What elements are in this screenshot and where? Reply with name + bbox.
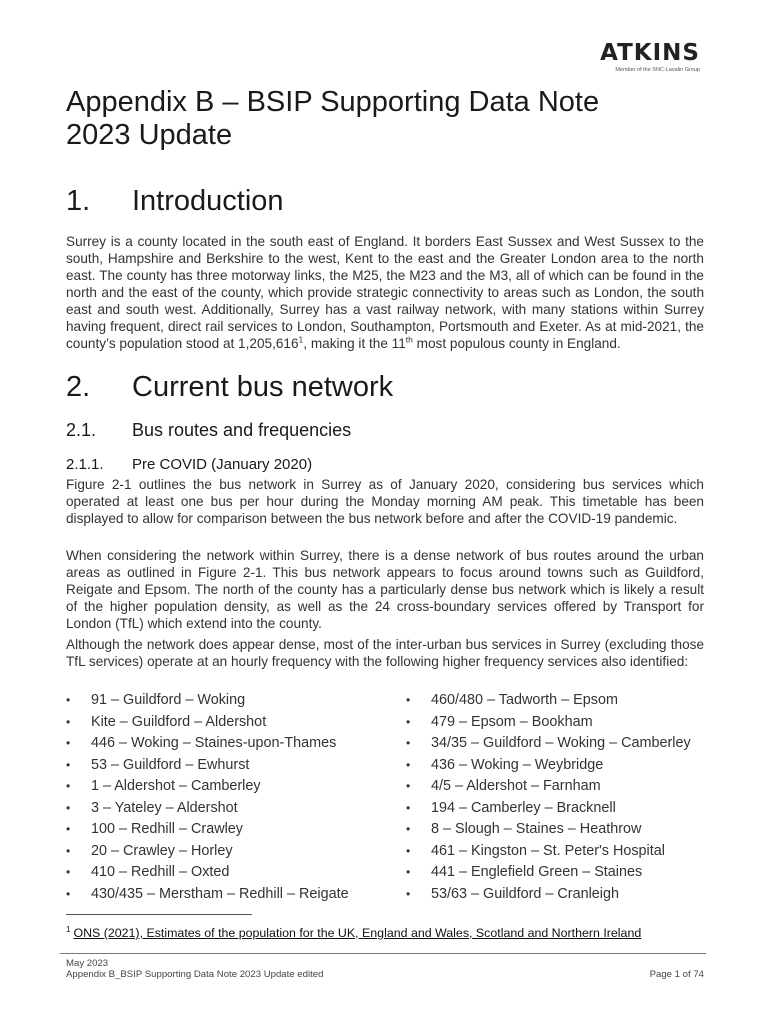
bullet-icon: • — [406, 693, 411, 707]
bullet-icon: • — [406, 800, 411, 815]
list-item: • 8 – Slough – Staines – Heathrow — [406, 819, 691, 841]
title-line-2: 2023 Update — [66, 119, 233, 151]
subsection-2-1-1-heading — [66, 456, 312, 474]
document-title — [66, 86, 706, 152]
list-item: • 479 – Epsom – Bookham — [406, 712, 691, 734]
list-item: • 91 – Guildford – Woking — [66, 690, 349, 712]
section-2-heading — [66, 370, 393, 404]
footnote — [66, 925, 641, 940]
list-item: • 53 – Guildford – Ewhurst — [66, 755, 349, 777]
bullet-icon: • — [406, 843, 411, 858]
list-item: • 4/5 – Aldershot – Farnham — [406, 776, 691, 798]
bullet-icon: • — [406, 822, 411, 836]
bullet-icon: • — [66, 736, 71, 750]
intro-paragraph: Surrey is a county located in the south east of England. It borders East Sussex and West Sussex to the south, Hampshire and Berkshire to the west, Kent to the east and the Greater London area to the north east. The county has three motorway links, the M25, the M23 and the M3, all of which can be found in the north and the east of the county, which provide strategic connectivity to areas such as London, the south east and south west. Additionally, Surrey has a vast railway network, with many stations within Surrey having frequent, direct rail services to London, Southampton, Portsmouth and Exeter. As at mid-2021, the county’s population stood at 1,205,616$^1$, making it the 11th most populous county in England. — [66, 234, 704, 351]
logo-tagline: Member of the SNC-Lavalin Group — [615, 67, 700, 73]
footnote-reference: 1 — [298, 334, 304, 345]
route-list-left — [66, 690, 349, 905]
section-1-title: Introduction — [132, 185, 284, 217]
list-item: • 3 – Yateley – Aldershot — [66, 798, 349, 820]
subsection-2-1-1-number: 2.1.1. — [66, 456, 104, 473]
bullet-icon: • — [406, 736, 411, 750]
bullet-icon: • — [406, 865, 411, 879]
list-item: • 410 – Redhill – Oxted — [66, 862, 349, 884]
bullet-icon: • — [66, 843, 71, 858]
footer-divider — [60, 953, 706, 954]
bullet-icon: • — [66, 822, 71, 836]
bullet-icon: • — [406, 886, 411, 901]
list-item: • 441 – Englefield Green – Staines — [406, 862, 691, 884]
section-2-title: Current bus network — [132, 371, 394, 403]
subsection-2-1-title: Bus routes and frequencies — [132, 420, 352, 440]
ordinal-suffix: th — [405, 334, 413, 345]
list-item: • 53/63 – Guildford – Cranleigh — [406, 884, 691, 906]
subsection-2-1-number: 2.1. — [66, 420, 97, 440]
paragraph-frequency: Although the network does appear dense, most of the inter-urban bus services in Surrey (excluding those TfL services) operate at an hourly frequency with the following higher frequency services also identified: — [66, 637, 704, 669]
list-item: • Kite – Guildford – Aldershot — [66, 712, 349, 734]
footer-date: May 2023 — [66, 958, 109, 969]
subsection-2-1-1-title: Pre COVID (January 2020) — [132, 456, 313, 473]
bullet-icon: • — [406, 779, 411, 793]
page-number: Page 1 of 74 — [649, 969, 704, 980]
footnote-link[interactable]: ONS (2021), Estimates of the population for the UK, England and Wales, Scotland and Northern Ireland — [73, 926, 642, 941]
bullet-icon: • — [66, 714, 71, 729]
bullet-icon: • — [406, 757, 411, 772]
list-item: • 100 – Redhill – Crawley — [66, 819, 349, 841]
list-item: • 430/435 – Merstham – Redhill – Reigate — [66, 884, 349, 906]
bullet-icon: • — [406, 714, 411, 729]
subsection-2-1-heading — [66, 419, 351, 441]
list-item: • 34/35 – Guildford – Woking – Camberley — [406, 733, 691, 755]
paragraph-figure-outline: Figure 2-1 outlines the bus network in Surrey as of January 2020, considering bus services which operated at least one bus per hour during the Monday morning AM peak. This timetable has been displayed to allow for comparison between the bus network before and after the COVID-19 pandemic. — [66, 477, 704, 526]
list-item: • 20 – Crawley – Horley — [66, 841, 349, 863]
logo-wordmark: ATKINS — [600, 40, 700, 66]
list-item: • 194 – Camberley – Bracknell — [406, 798, 691, 820]
title-line-1: Appendix B – BSIP Supporting Data Note — [66, 86, 600, 118]
bullet-icon: • — [66, 886, 71, 901]
footnote-divider — [66, 914, 252, 915]
atkins-logo — [600, 40, 700, 73]
list-item: • 436 – Woking – Weybridge — [406, 755, 691, 777]
bullet-icon: • — [66, 693, 71, 707]
footnote-mark: 1 — [66, 925, 71, 934]
section-1-number: 1. — [66, 185, 91, 217]
footer-document-name: Appendix B_BSIP Supporting Data Note 2023 Update edited — [66, 969, 324, 980]
bullet-icon: • — [66, 779, 71, 793]
bullet-icon: • — [66, 757, 71, 772]
route-list-right — [406, 690, 691, 905]
list-item: • 446 – Woking – Staines-upon-Thames — [66, 733, 349, 755]
section-1-heading — [66, 184, 284, 218]
bullet-icon: • — [66, 800, 71, 815]
page-footer — [66, 958, 323, 980]
list-item: • 460/480 – Tadworth – Epsom — [406, 690, 691, 712]
paragraph-dense-network: When considering the network within Surrey, there is a dense network of bus routes around the urban areas as outlined in Figure 2-1. This bus network appears to focus around towns such as Guildford, Reigate and Epsom. The north of the county has a particularly dense bus network which is likely a result of the higher population density, as well as the 24 cross-boundary services offered by Transport for London (TfL) which extend into the county. — [66, 548, 704, 631]
bullet-icon: • — [66, 865, 71, 879]
section-2-number: 2. — [66, 371, 91, 403]
list-item: • 1 – Aldershot – Camberley — [66, 776, 349, 798]
list-item: • 461 – Kingston – St. Peter's Hospital — [406, 841, 691, 863]
